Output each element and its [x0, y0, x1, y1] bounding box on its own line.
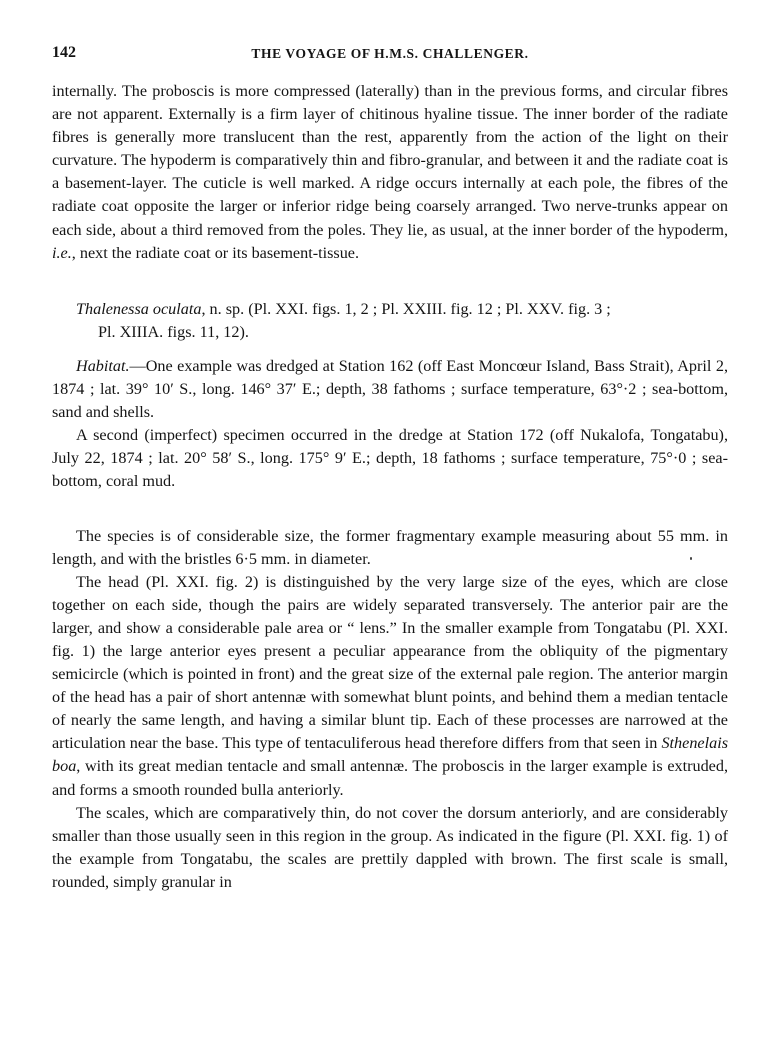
species-sthenelais: Sthenelais boa [52, 734, 728, 776]
species-heading [52, 298, 728, 344]
paragraph-head-text: The head (Pl. XXI. fig. 2) is distinguished by the very large size of the eyes, which are close together on each side, though the pairs are widely separated transversely. The anterior pair are the larger, and show a considerable pale area or “ lens.” In the smaller example from Tongatabu (Pl. XXI. fig. 1) the large anterior eyes present a peculiar appearance from the obliquity of the pigmentary semicircle (which is pointed in front) and the great size of the external pale region. The anterior margin of the head has a pair of short antennæ with somewhat blunt points, and behind them a median tentacle of nearly the same length, and having a similar blunt tip. Each of these processes are narrowed at the articulation near the base. This type of tentaculiferous head therefore differs from that seen in [52, 572, 728, 753]
paragraph-proboscis [52, 80, 728, 265]
running-title: THE VOYAGE OF H.M.S. CHALLENGER. [251, 46, 529, 61]
species-references: , n. sp. (Pl. XXI. figs. 1, 2 ; Pl. XXIII. fig. 12 ; Pl. XXV. fig. 3 ; [201, 299, 611, 318]
paragraph-head-end: , with its great median tentacle and small antennæ. The proboscis in the larger example is extruded, and forms a smooth rounded bulla anteriorly. [52, 757, 728, 799]
paragraph-proboscis-end: , next the radiate coat or its basement-tissue. [71, 243, 360, 262]
species-references-line2: Pl. XIIIA. figs. 11, 12). [98, 322, 249, 341]
document-page [52, 38, 728, 894]
paragraph-habitat [52, 355, 728, 424]
page-header [52, 38, 728, 64]
paragraph-scales: The scales, which are comparatively thin, do not cover the dorsum anteriorly, and are considerably smaller than those usually seen in this region in the group. As indicated in the figure (Pl. XXI. fig. 1) of the example from Tongatabu, the scales are prettily dappled with brown. The first scale is small, rounded, simply granular in [52, 803, 728, 891]
paragraph-second-specimen: A second (imperfect) specimen occurred in the dredge at Station 172 (off Nukalofa, Tongatabu), July 22, 1874 ; lat. 20° 58′ S., long. 175° 9′ E.; depth, 18 fathoms ; surface temperature, 75°·0 ; sea-bottom, coral mud. [52, 426, 728, 491]
habitat-text: —One example was dredged at Station 162 (off East Moncœur Island, Bass Strait), April 2, 1874 ; lat. 39° 10′ S., long. 146° 37′ E.; depth, 38 fathoms ; surface temperature, 63°·2 ; sea-bottom, sand and shells. [52, 356, 728, 422]
paragraph-proboscis-text: internally. The proboscis is more compressed (laterally) than in the previous forms, and circular fibres are not apparent. Externally is a firm layer of chitinous hyaline tissue. The inner border of the radiate fibres is generally more translucent than the rest, apparently from the action of the light on their curvature. The hypoderm is comparatively thin and fibro-granular, and between it and the radiate coat is a basement-layer. The cuticle is well marked. A ridge occurs internally at each pole, the fibres of the radiate coat opposite the larger or inferior ridge being coarsely arranged. Two nerve-trunks appear on each side, about a third removed from the poles. They lie, as usual, at the inner border of the hypoderm, [52, 82, 728, 239]
habitat-label: Habitat. [76, 356, 130, 375]
abbreviation-ie: i.e. [52, 243, 72, 262]
paragraph-head [52, 571, 728, 802]
paragraph-size: The species is of considerable size, the former fragmentary example measuring about 55 mm. in length, and with the bristles 6·5 mm. in diameter. [52, 526, 728, 568]
page-number: 142 [52, 44, 76, 61]
print-speck [690, 557, 692, 560]
species-name: Thalenessa oculata [76, 299, 202, 318]
